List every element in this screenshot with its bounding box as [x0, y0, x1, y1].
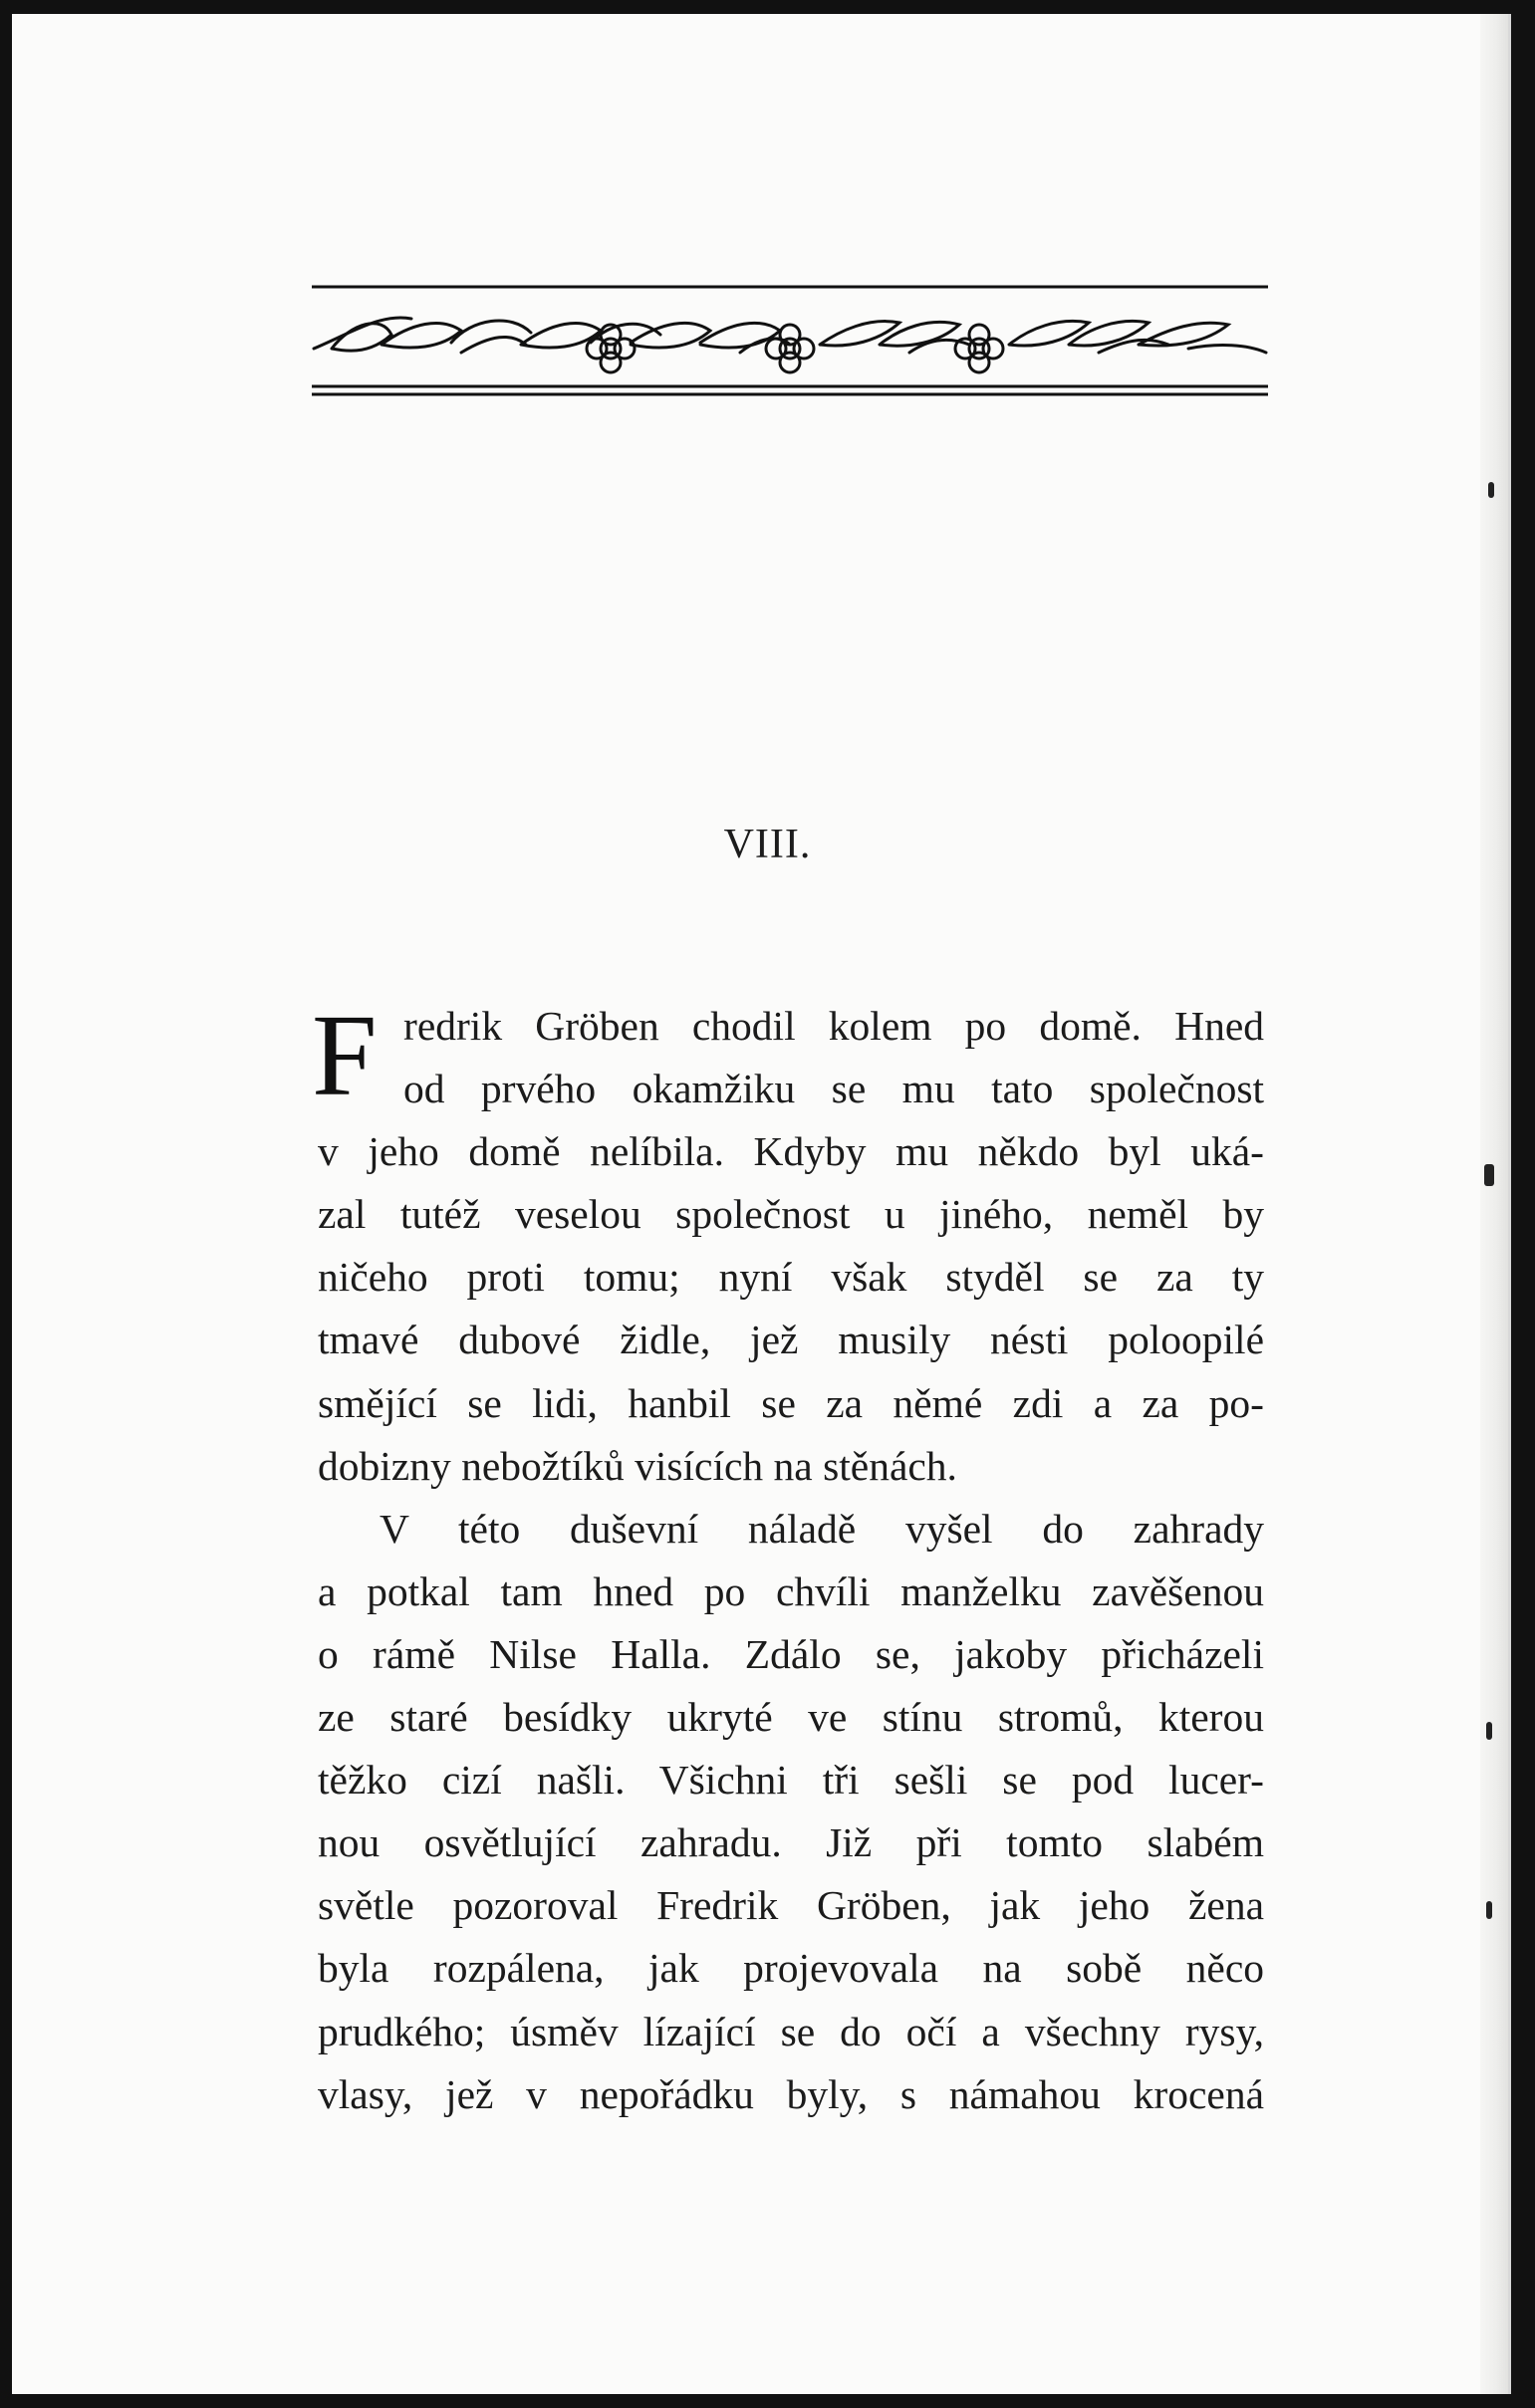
text-line: světle pozoroval Fredrik Gröben, jak jeho žena — [318, 1882, 1264, 1929]
text-line: v jeho domě nelíbila. Kdyby mu někdo byl uká- — [318, 1128, 1264, 1175]
text-line: ze staré besídky ukryté ve stínu stromů, kterou — [318, 1694, 1264, 1741]
text-line: dobizny nebožtíků visících na stěnách. — [318, 1442, 957, 1489]
text-line: o rámě Nilse Halla. Zdálo se, jakoby přicházeli — [318, 1630, 1264, 1677]
edge-mark — [1484, 1164, 1494, 1186]
text-line: a potkal tam hned po chvíli manželku zavěšenou — [318, 1567, 1264, 1614]
text-line: nou osvětlující zahradu. Již při tomto slabém — [318, 1819, 1264, 1866]
paragraph-2 — [318, 1498, 1264, 2126]
drop-cap: F — [312, 990, 378, 1120]
page-edge — [1480, 14, 1508, 2394]
text-line: tmavé dubové židle, jež musily nésti poloopilé — [318, 1317, 1264, 1363]
paragraph-1 — [312, 990, 1264, 1498]
chapter-heading: VIII. — [723, 822, 812, 867]
book-page — [12, 14, 1511, 2394]
edge-mark — [1488, 482, 1494, 498]
text-line: od prvého okamžiku se mu tato společnost — [403, 1066, 1264, 1112]
text-line: prudkého; úsměv lízající se do očí a všechny rysy, — [318, 2008, 1264, 2054]
edge-mark — [1486, 1722, 1492, 1740]
text-line: byla rozpálena, jak projevovala na sobě něco — [318, 1945, 1264, 1992]
body-text — [312, 990, 1264, 2126]
text-line: vlasy, jež v nepořádku byly, s námahou krocená — [318, 2070, 1264, 2117]
text-line: ničeho proti tomu; nyní však styděl se za ty — [318, 1254, 1264, 1301]
text-line: těžko cizí našli. Všichni tři sešli se pod lucer- — [318, 1757, 1264, 1804]
text-line: zal tutéž veselou společnost u jiného, neměl by — [318, 1191, 1264, 1238]
text-line: smějící se lidi, hanbil se za němé zdi a za po- — [318, 1379, 1264, 1426]
text-line: V této duševní náladě vyšel do zahrady — [380, 1505, 1264, 1552]
edge-mark — [1486, 1901, 1492, 1919]
text-line: redrik Gröben chodil kolem po domě. Hned — [403, 1003, 1264, 1049]
decorative-header-ornament — [312, 283, 1268, 396]
